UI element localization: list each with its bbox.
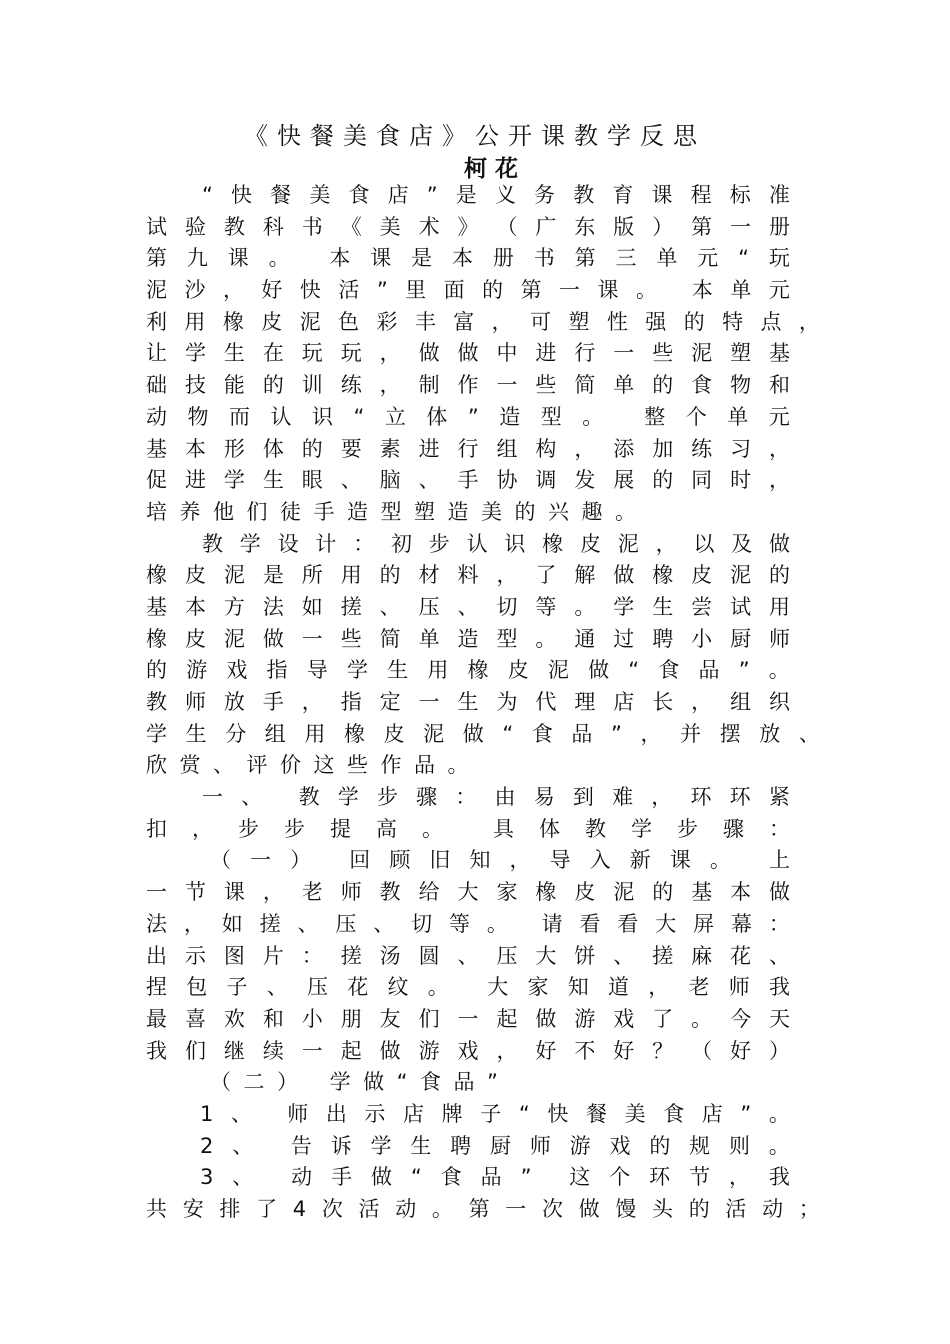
text-line: 3 、 动 手 做 “ 食 品 ” 这 个 环 节 ， 我	[200, 1165, 790, 1190]
text-line: 我 们 继 续 一 起 做 游 戏 ， 好 不 好 ？ （ 好 ）	[146, 1038, 790, 1063]
document-author: 柯花	[464, 156, 526, 182]
text-line: 扣 ， 步 步 提 高 。 具 体 教 学 步 骤 ：	[146, 816, 790, 841]
document-title: 《快餐美食店》公开课教学反思	[244, 122, 706, 150]
text-line: 础 技 能 的 训 练 ， 制 作 一 些 简 单 的 食 物 和	[146, 373, 790, 398]
text-line: 欣赏、评价这些作品。	[146, 753, 481, 778]
text-line: 法 ， 如 搓 、 压 、 切 等 。 请 看 看 大 屏 幕 ：	[146, 911, 790, 936]
text-line: 的 游 戏 指 导 学 生 用 橡 皮 泥 做 “ 食 品 ” 。	[146, 658, 790, 683]
text-line: 出 示 图 片 ： 搓 汤 圆 、 压 大 饼 、 搓 麻 花 、	[146, 943, 790, 968]
text-line: 促 进 学 生 眼 、 脑 、 手 协 调 发 展 的 同 时 ，	[146, 468, 790, 493]
text-line: 共 安 排 了 4 次 活 动 。 第 一 次 做 馒 头 的 活 动 ；	[146, 1197, 820, 1221]
text-line: 橡 皮 泥 做 一 些 简 单 造 型 。 通 过 聘 小 厨 师	[146, 626, 790, 651]
text-line: 学 生 分 组 用 橡 皮 泥 做 “ 食 品 ” ， 并 摆 放 、	[146, 721, 820, 746]
text-line: 2 、 告 诉 学 生 聘 厨 师 游 戏 的 规 则 。	[200, 1133, 790, 1158]
text-line: 基 本 方 法 如 搓 、 压 、 切 等 。 学 生 尝 试 用	[146, 594, 790, 619]
text-line: （二） 学做“食品”	[210, 1070, 511, 1095]
text-line: 试 验 教 科 书 《 美 术 》 （ 广 东 版 ） 第 一 册	[146, 214, 790, 239]
text-line: “ 快 餐 美 食 店 ” 是 义 务 教 育 课 程 标 准	[202, 183, 790, 207]
text-line: 橡 皮 泥 是 所 用 的 材 料 ， 了 解 做 橡 皮 泥 的	[146, 563, 790, 588]
text-line: 泥 沙 ， 好 快 活 ” 里 面 的 第 一 课 。 本 单 元	[146, 278, 790, 303]
text-line: 基 本 形 体 的 要 素 进 行 组 构 ， 添 加 练 习 ，	[146, 436, 790, 461]
text-line: 利 用 橡 皮 泥 色 彩 丰 富 ， 可 塑 性 强 的 特 点 ，	[146, 309, 820, 334]
text-line: 最 喜 欢 和 小 朋 友 们 一 起 做 游 戏 了 。 今 天	[146, 1006, 790, 1031]
text-line: （ 一 ） 回 顾 旧 知 ， 导 入 新 课 。 上	[210, 848, 790, 873]
text-line: 教 学 设 计 ： 初 步 认 识 橡 皮 泥 ， 以 及 做	[202, 531, 790, 556]
text-line: 捏 包 子 、 压 花 纹 。 大 家 知 道 ， 老 师 我	[146, 975, 790, 1000]
text-line: 让 学 生 在 玩 玩 ， 做 做 中 进 行 一 些 泥 塑 基	[146, 341, 790, 366]
text-line: 第 九 课 。 本 课 是 本 册 书 第 三 单 元 “ 玩	[146, 246, 790, 271]
document-body	[0, 180, 950, 1226]
text-line: 动 物 而 认 识 “ 立 体 ” 造 型 。 整 个 单 元	[146, 404, 790, 429]
text-line: 培养他们徒手造型塑造美的兴趣。	[146, 499, 649, 524]
text-line: 教 师 放 手 ， 指 定 一 生 为 代 理 店 长 ， 组 织	[146, 690, 790, 714]
text-line: 一 节 课 ， 老 师 教 给 大 家 橡 皮 泥 的 基 本 做	[146, 880, 790, 905]
text-line: 1 、 师 出 示 店 牌 子 “ 快 餐 美 食 店 ” 。	[200, 1101, 790, 1126]
text-line: 一 、 教 学 步 骤 ： 由 易 到 难 ， 环 环 紧	[202, 785, 790, 810]
